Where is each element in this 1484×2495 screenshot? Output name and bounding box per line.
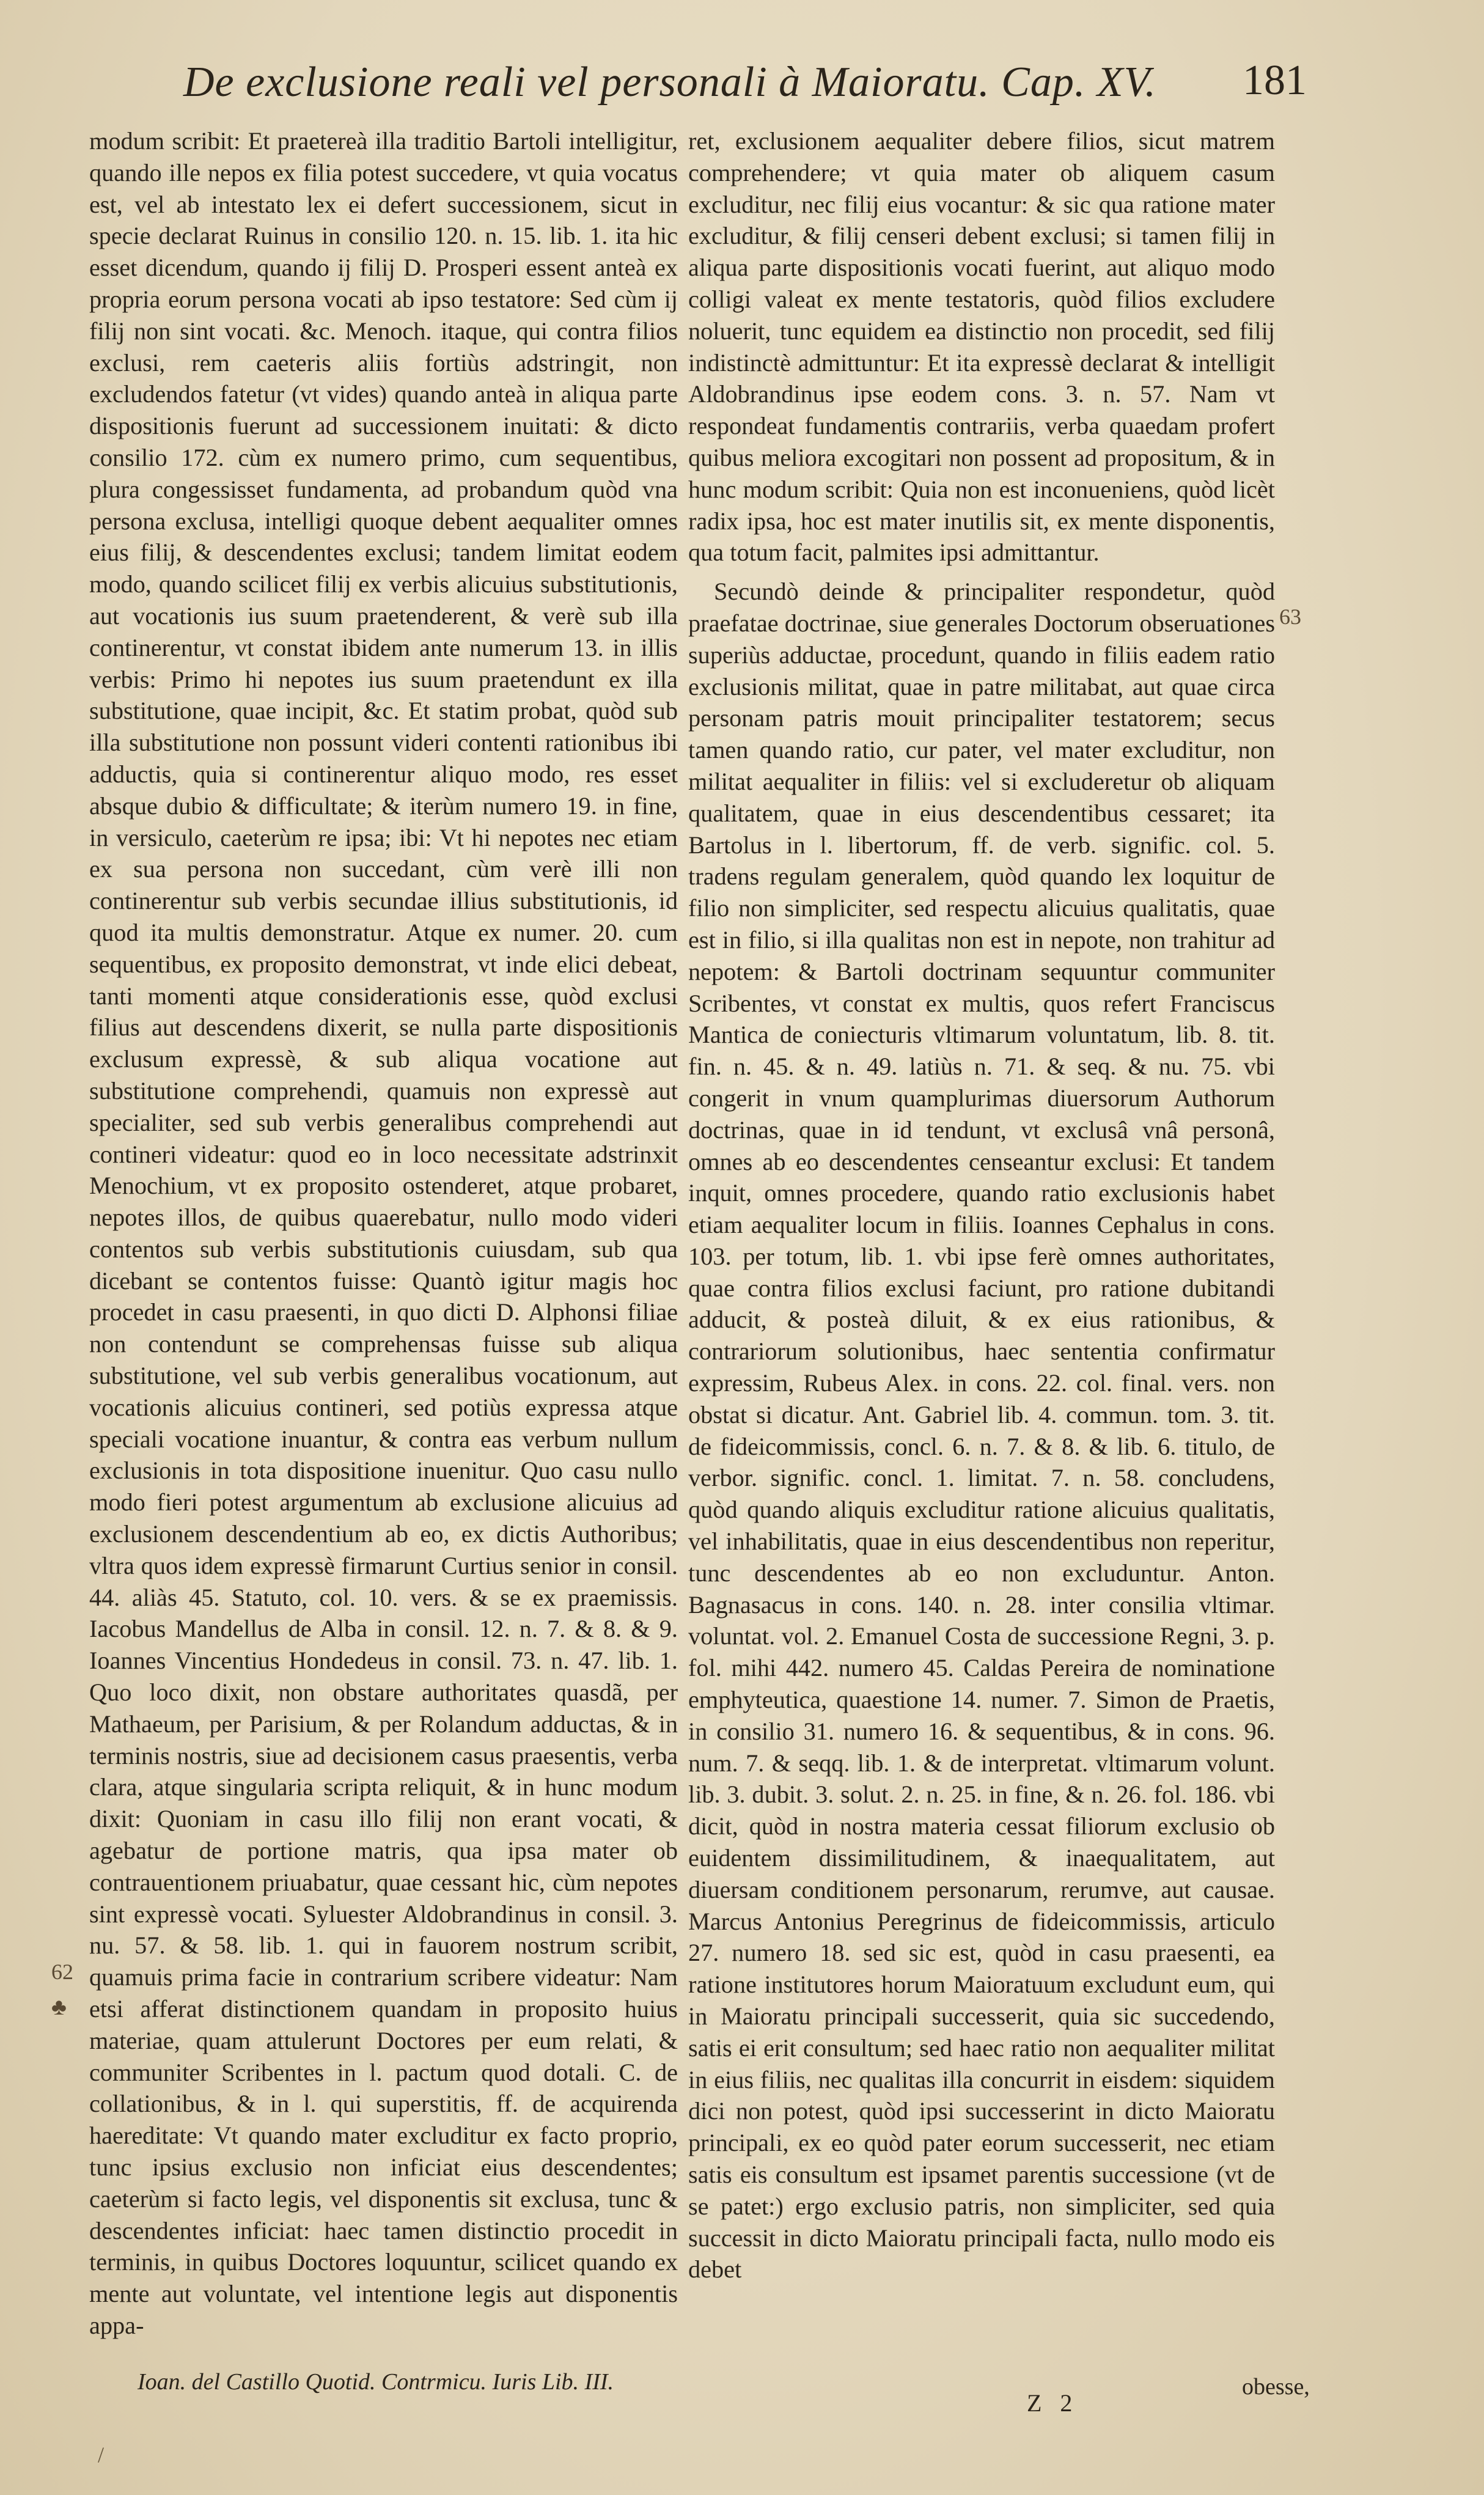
catchword: obesse, bbox=[1242, 2374, 1310, 2400]
footer-author-line: Ioan. del Castillo Quotid. Contrmicu. Iuris Lib. III. bbox=[138, 2369, 614, 2395]
signature-mark: Z 2 bbox=[1027, 2389, 1079, 2417]
right-paragraph: Secundò deinde & principaliter respondetur, quòd praefatae doctrinae, siue generales Doctorum obseruationes superiùs adductae, procedunt, quando in filiis eadem ratio exclusionis militat, quae in patre militabat, aut quae circa personam patris mouit principaliter testatorem; secus tamen quando ratio, cur pater, vel mater excluditur, non militat aequaliter in filiis: vel si excluderetur ob aliquam qualitatem, quae in eius descendentibus cessaret; ita Bartolus in l. libertorum, ff. de verb. signific. col. 5. tradens regulam generalem, quòd quando lex loquitur de filio non simpliciter, sed respectu alicuius qualitatis, quae est in filio, si illa qualitas non est in nepote, non trahitur ad nepotem: & Bartoli doctrinam sequuntur communiter Scribentes, vt constat ex multis, quos refert Franciscus Mantica de coniecturis vltimarum voluntatum, lib. 8. tit. fin. n. 45. & n. 49. latiùs n. 71. & seq. & nu. 75. vbi congerit in vnum quamplurimas diuersorum Authorum doctrinas, quae in id tendunt, vt exclusâ vnâ personâ, omnes ab eo descendentes censeantur exclusi: Et tandem inquit, omnes procedere, quando ratio exclusionis habet etiam aequaliter locum in filiis. Ioannes Cephalus in cons. 103. per totum, lib. 1. vbi ipse ferè omnes authoritates, quae contra filios exclusi faciunt, pro ratione dubitandi adducit, & posteà diluit, & ex eius rationibus, & contrariorum solutionibus, haec sententia confirmatur expressim, Rubeus Alex. in cons. 22. col. final. vers. non obstat si dicatur. Ant. Gabriel lib. 4. commun. tom. 3. tit. de fideicommissis, concl. 6. n. 7. & 8. & lib. 6. titulo, de verbor. signific. concl. 1. limitat. 7. n. 58. concludens, quòd quando aliquis excluditur ratione alicuius qualitatis, vel inhabilitatis, quae in eius descendentibus non reperitur, tunc descendentes ab eo non excluduntur. Anton. Bagnasacus in cons. 140. n. 28. inter consilia vltimar. voluntat. vol. 2. Emanuel Costa de successione Regni, 3. p. fol. mihi 442. numero 45. Caldas Pereira de nominatione emphyteutica, quaestione 14. numer. 7. Simon de Praetis, in consilio 31. numero 16. & sequentibus, & in cons. 96. num. 7. & seqq. lib. 1. & de interpretat. vltimarum volunt. lib. 3. dubit. 3. solut. 2. n. 25. in fine, & n. 26. fol. 186. vbi dicit, quòd in nostra materia cessat filiorum exclusio ob euidentem dissimilitudinem, & inaequalitatem, aut diuersam conditionem personarum, rerumve, aut causae. Marcus Antonius Peregrinus de fideicommissis, articulo 27. numero 18. sed sic est, quòd in casu praesenti, ea ratione institutores horum Maioratuum excludunt eum, qui in Maioratu principali successerit, quia sic succedendo, satis ei erit consultum; sed haec ratio non aequaliter militat in eius filiis, nec qualitas illa concurrit in eisdem: siquidem dici non potest, quòd ipsi successerint in dicto Maioratu principali, ex eo quòd pater eorum successerit, nec etiam satis eis consultum est ipsamet parentis successione (vt de se patet:) ergo exclusio patris, non simpliciter, sed quia successit in dicto Maioratu principali facta, nullo modo eis debet bbox=[688, 578, 1275, 2284]
left-paragraph: modum scribit: Et praetereà illa traditio Bartoli intelligitur, quando ille nepos ex filia potest succedere, vt quia vocatus est, vel ab intestato lex ei defert successionem, sicut in specie declarat Ruinus in consilio 120. n. 15. lib. 1. ita hic esset dicendum, quando ij filij D. Prosperi essent anteà ex propria eorum persona vocati ab ipso testatore: Sed cùm ij filij non sint vocati. &c. Menoch. itaque, qui contra filios exclusi, rem caeteris aliis fortiùs adstringit, non excludendos fatetur (vt vides) quando anteà in aliqua parte dispositionis fuerunt ad successionem inuitati: & dicto consilio 172. cùm ex numero primo, cum sequentibus, plura congessisset fundamenta, ad probandum quòd vna persona exclusa, intelligi quoque debent aequaliter omnes eius filij, & descendentes exclusi; tandem limitat eodem modo, quando scilicet filij ex verbis alicuius substitutionis, aut vocationis ius suum praetenderent, & verè sub illa continerentur, vt constat ibidem ante numerum 13. in illis verbis: Primo hi nepotes ius suum praetendunt ex illa substitutione, quae incipit, &c. Et statim probat, quòd sub illa substitutione non possunt videri contenti rationibus ibi adductis, quia si continerentur aliquo modo, res esset absque dubio & difficultate; & iterùm numero 19. in fine, in versiculo, caeterùm re ipsa; ibi: Vt hi nepotes nec etiam ex sua persona non succedant, cùm verè illi non continerentur sub verbis secundae illius substitutionis, id quod ita multis demonstratur. Atque ex numer. 20. cum sequentibus, ex proposito demonstrat, vt inde elici debeat, tanti momenti atque considerationis esse, quòd exclusi filius aut descendens dixerit, se nulla parte dispositionis exclusum expressè, & sub aliqua vocatione aut substitutione comprehendi, quamuis non expressè aut specialiter, sed sub verbis generalibus comprehendi aut contineri videatur: quod eo in loco necessitate adstrinxit Menochium, vt ex proposito ostenderet, atque probaret, nepotes illos, de quibus quaerebatur, nullo modo videri contentos sub verbis substitutionis cuiusdam, sub qua dicebant se contentos fuisse: Quantò igitur magis hoc procedet in casu praesenti, in quo dicti D. Alphonsi filiae non contendunt se comprehensas fuisse sub aliqua substitutione, vel sub verbis generalibus vocationum, aut vocationis alicuius contineri, sed potiùs expressa atque speciali vocatione inuantur, & contra eas verbum nullum exclusionis in tota dispositione inuenitur. Quo casu nullo modo fieri potest argumentum ab exclusione alicuius ad exclusionem descendentium ab eo, ex dictis Authoribus; vltra quos idem expressè firmarunt Curtius senior in consil. 44. aliàs 45. Statuto, col. 10. vers. & se ex praemissis. Iacobus Mandellus de Alba in consil. 12. n. 7. & 8. & 9. Ioannes Vincentius Hondedeus in consil. 73. n. 47. lib. 1. Quo loco dixit, non obstare authoritates quasdã, per Mathaeum, per Parisium, & per Rolandum adductas, & in terminis nostris, siue ad decisionem casus praesentis, verba clara, atque singularia scripta reliquit, & in hunc modum dixit: Quoniam in casu illo filij non erant vocati, & agebatur de portione matris, qua ipsa mater ob contrauentionem priuabatur, quae cessant hic, cùm nepotes sint expressè vocati. Syluester Aldobrandinus in consil. 3. nu. 57. & 58. lib. 1. qui in fauorem nostrum scribit, quamuis prima facie in contrarium scribere videatur: Nam etsi afferat distinctionem quandam in proposito huius materiae, quam attulerunt Doctores per eum relati, & communiter Scribentes in l. pactum quod dotali. C. de collationibus, & in l. qui superstitis, ff. de acquirenda haereditate: Vt quando mater excluditur ex facto proprio, tunc ipsius exclusio non inficiat eius descendentes; caeterùm si facto legis, vel disponentis sit exclusa, tunc & descendentes inficiat: haec tamen distinctio procedit in terminis, in quibus Doctores loquuntur, scilicet quando ex mente aut voluntate, vel intentione legis aut disponentis appa- bbox=[89, 127, 678, 2339]
right-paragraph: ret, exclusionem aequaliter debere filios, sicut matrem comprehendere; vt quia mater ob aliquem casum excluditur, nec filij eius vocantur: & sic qua ratione mater excluditur, & filij censeri debent exclusi; si tamen filij in aliqua parte dispositionis vocati fuerint, aut aliquo modo colligi valeat ex mente testatoris, quòd filios excludere noluerit, tunc equidem ea distinctio non procedit, sed filij indistinctè admittuntur: Et ita expressè declarat & intelligit Aldobrandinus ipse eodem cons. 3. n. 57. Nam vt respondeat fundamentis contrariis, verba quaedam profert quibus meliora excogitari non possent ad propositum, & in hunc modum scribit: Quia non est inconueniens, quòd licèt radix ipsa, hoc est mater inutilis sit, ex mente disponentis, qua totum facit, palmites ipsi admittantur. bbox=[688, 127, 1275, 567]
margin-note-right: 63 bbox=[1279, 604, 1301, 629]
left-text-column bbox=[89, 125, 678, 2342]
club-mark-icon: ♣ bbox=[51, 1994, 67, 2020]
running-title: De exclusione reali vel personali à Maioratu. Cap. XV. bbox=[183, 59, 1156, 106]
page-number: 181 bbox=[1243, 57, 1307, 104]
margin-note-left: 62 bbox=[51, 1960, 73, 1984]
stray-ink-mark: / bbox=[98, 2442, 105, 2467]
right-text-column bbox=[688, 125, 1275, 2285]
